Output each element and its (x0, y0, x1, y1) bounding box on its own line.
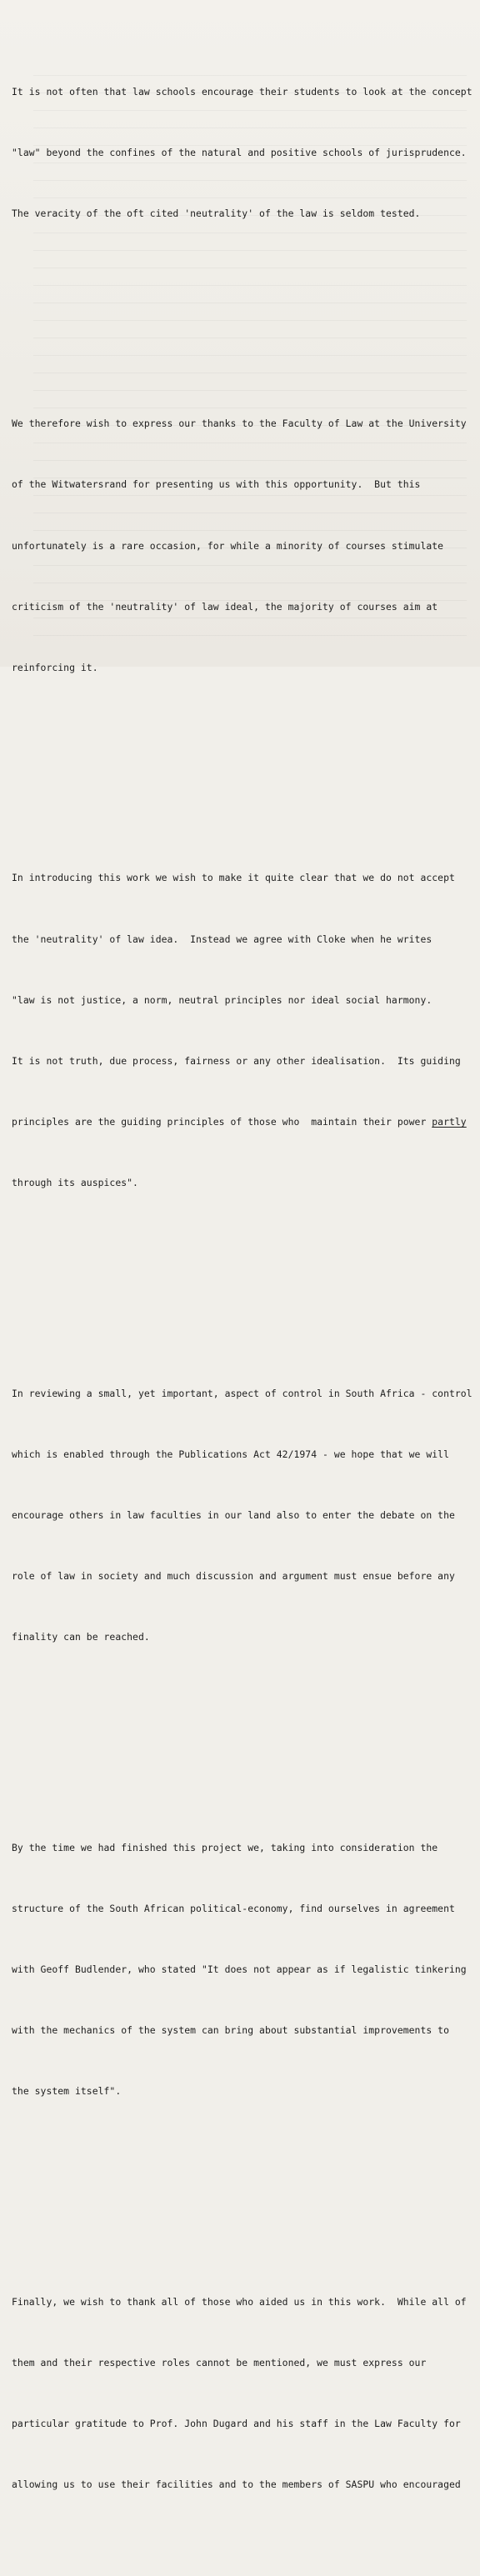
paragraph-3 (12, 828, 475, 1234)
text-line: particular gratitude to Prof. John Dugard and his staff in the Law Faculty for (12, 2418, 461, 2430)
text-line: with Geoff Budlender, who stated "It does not appear as if legalistic tinkering (12, 1963, 467, 1976)
text-line: Finally, we wish to thank all of those who aided us in this work. While all of (12, 2295, 467, 2308)
text-line: finality can be reached. (12, 1631, 150, 1643)
text-line: criticism of the 'neutrality' of law ideal, the majority of courses aim at (12, 600, 438, 613)
text-line: In introducing this work we wish to make it quite clear that we do not accept (12, 872, 455, 884)
paragraph-1 (12, 41, 475, 264)
document-body (12, 0, 475, 2576)
text-line: them and their respective roles cannot be mentioned, we must express our (12, 2356, 427, 2368)
text-line: role of law in society and much discussion and argument must ensue before any (12, 1570, 455, 1583)
text-line: unfortunately is a rare occasion, for while a minority of courses stimulate (12, 539, 444, 552)
text-line: reinforcing it. (12, 662, 98, 674)
text-line: the system itself". (12, 2085, 122, 2098)
text-line: through its auspices". (12, 1177, 138, 1189)
text-line: "law" beyond the confines of the natural and positive schools of jurisprudence. (12, 146, 467, 158)
text-line: the 'neutrality' of law idea. Instead we agree with Cloke when he writes (12, 933, 432, 945)
paragraph-2 (12, 373, 475, 718)
text-segment: principles are the guiding principles of those who maintain their power (12, 1116, 432, 1128)
text-line: which is enabled through the Publications Act 42/1974 - we hope that we will (12, 1448, 449, 1460)
text-line: By the time we had finished this project we, taking into consideration the (12, 1841, 438, 1853)
paragraph-4 (12, 1343, 475, 1688)
text-line: encourage others in law faculties in our land also to enter the debate on the (12, 1508, 455, 1521)
text-line: "law is not justice, a norm, neutral principles nor ideal social harmony. (12, 993, 432, 1006)
text-line: allowing us to use their facilities and to the members of SASPU who encouraged (12, 2478, 461, 2491)
text-line: The veracity of the oft cited 'neutrality' of the law is seldom tested. (12, 208, 421, 220)
text-line: In reviewing a small, yet important, aspect of control in South Africa - control (12, 1387, 472, 1399)
text-line: It is not truth, due process, fairness or any other idealisation. Its guiding (12, 1054, 461, 1067)
paragraph-6 (12, 2251, 475, 2536)
text-line: with the mechanics of the system can bring about substantial improvements to (12, 2024, 449, 2037)
text-line: structure of the South African political-economy, find ourselves in agreement (12, 1902, 455, 1914)
text-line (12, 1112, 475, 1132)
paragraph-5 (12, 1797, 475, 2143)
text-line: of the Witwatersrand for presenting us with this opportunity. But this (12, 478, 421, 491)
text-line: We therefore wish to express our thanks to the Faculty of Law at the University (12, 418, 467, 430)
text-line: It is not often that law schools encourage their students to look at the concept (12, 85, 472, 98)
underlined-word: partly (432, 1116, 467, 1128)
